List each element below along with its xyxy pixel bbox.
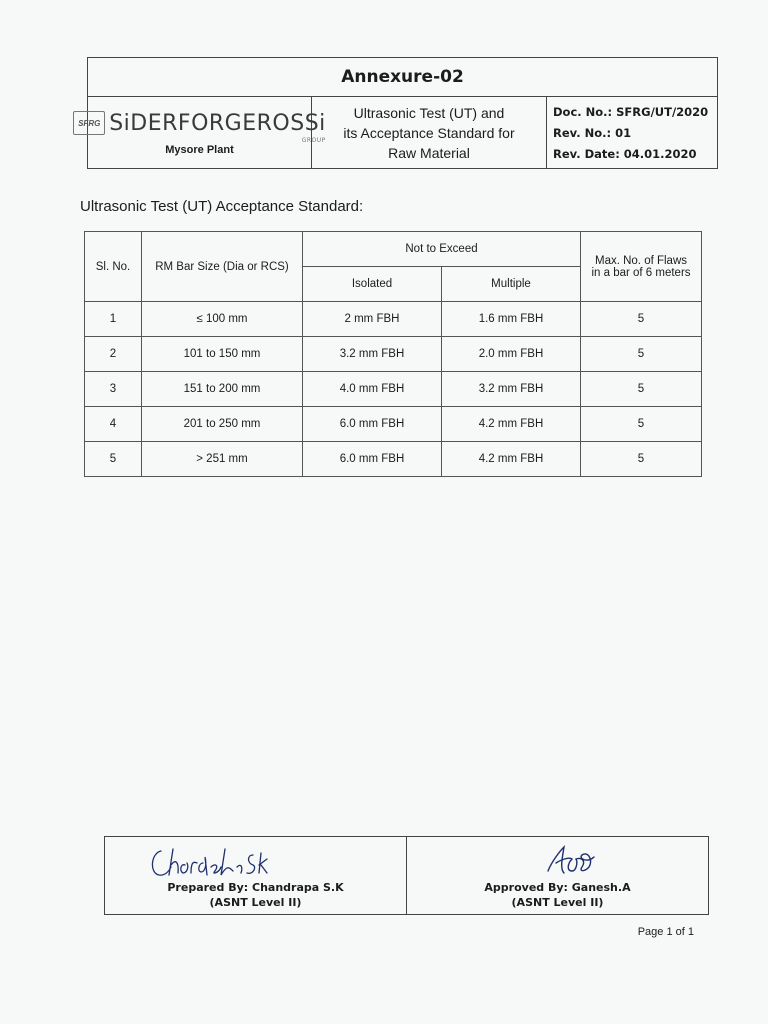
revision-date: Rev. Date: 04.01.2020 xyxy=(553,146,697,161)
sl-no-cell: 5 xyxy=(85,442,142,477)
document-control-info xyxy=(547,97,717,169)
prepared-by-name: Prepared By: Chandrapa S.K xyxy=(167,881,344,894)
bar-size-cell: ≤ 100 mm xyxy=(142,302,303,337)
revision-number: Rev. No.: 01 xyxy=(553,125,632,140)
column-header-sl-no: Sl. No. xyxy=(85,232,142,302)
column-header-max-flaws: Max. No. of Flaws in a bar of 6 meters xyxy=(581,232,702,302)
approved-by-name: Approved By: Ganesh.A xyxy=(484,881,631,894)
table-row xyxy=(85,407,702,442)
column-header-isolated: Isolated xyxy=(303,267,442,302)
page-number: Page 1 of 1 xyxy=(637,926,694,938)
document-header xyxy=(78,57,718,169)
bar-size-cell: 151 to 200 mm xyxy=(142,372,303,407)
plant-name: Mysore Plant xyxy=(165,143,234,156)
document-subject xyxy=(312,97,547,169)
company-logo xyxy=(73,110,326,144)
prepared-signature xyxy=(145,845,275,881)
isolated-cell: 3.2 mm FBH xyxy=(303,337,442,372)
prepared-by-level: (ASNT Level II) xyxy=(209,896,302,909)
subject-line: Ultrasonic Test (UT) and xyxy=(353,105,505,121)
sl-no-cell: 4 xyxy=(85,407,142,442)
company-group-label: GROUP xyxy=(301,136,326,144)
doc-number: Doc. No.: SFRG/UT/2020 xyxy=(553,104,709,119)
max-flaws-cell: 5 xyxy=(581,372,702,407)
approved-by-level: (ASNT Level II) xyxy=(511,896,604,909)
max-flaws-cell: 5 xyxy=(581,337,702,372)
column-header-bar-size: RM Bar Size (Dia or RCS) xyxy=(142,232,303,302)
approved-by-cell xyxy=(406,837,708,914)
column-header-multiple: Multiple xyxy=(442,267,581,302)
multiple-cell: 1.6 mm FBH xyxy=(442,302,581,337)
company-logo-cell xyxy=(78,97,326,169)
sl-no-cell: 2 xyxy=(85,337,142,372)
approved-signature xyxy=(542,841,602,883)
isolated-cell: 4.0 mm FBH xyxy=(303,372,442,407)
prepared-by-cell xyxy=(105,837,406,914)
company-logo-mark: SFRG xyxy=(73,111,105,135)
sl-no-cell: 1 xyxy=(85,302,142,337)
company-name xyxy=(109,110,326,144)
bar-size-cell: 201 to 250 mm xyxy=(142,407,303,442)
column-header-not-to-exceed: Not to Exceed xyxy=(303,232,581,267)
company-name-text: SiDERFORGEROSSi xyxy=(109,110,326,136)
max-flaws-cell: 5 xyxy=(581,442,702,477)
subject-line: Raw Material xyxy=(388,145,470,161)
max-flaws-cell: 5 xyxy=(581,302,702,337)
annexure-title: Annexure-02 xyxy=(88,58,717,97)
max-flaws-cell: 5 xyxy=(581,407,702,442)
multiple-cell: 3.2 mm FBH xyxy=(442,372,581,407)
header-info-row xyxy=(78,97,717,169)
isolated-cell: 6.0 mm FBH xyxy=(303,442,442,477)
multiple-cell: 4.2 mm FBH xyxy=(442,442,581,477)
table-row xyxy=(85,442,702,477)
signature-block xyxy=(104,836,709,915)
acceptance-standard-table xyxy=(84,231,702,477)
table-row xyxy=(85,302,702,337)
bar-size-cell: 101 to 150 mm xyxy=(142,337,303,372)
multiple-cell: 4.2 mm FBH xyxy=(442,407,581,442)
isolated-cell: 6.0 mm FBH xyxy=(303,407,442,442)
sl-no-cell: 3 xyxy=(85,372,142,407)
bar-size-cell: > 251 mm xyxy=(142,442,303,477)
table-row xyxy=(85,337,702,372)
table-row xyxy=(85,372,702,407)
isolated-cell: 2 mm FBH xyxy=(303,302,442,337)
subject-line: its Acceptance Standard for xyxy=(343,125,515,141)
section-heading: Ultrasonic Test (UT) Acceptance Standard: xyxy=(80,198,364,215)
multiple-cell: 2.0 mm FBH xyxy=(442,337,581,372)
